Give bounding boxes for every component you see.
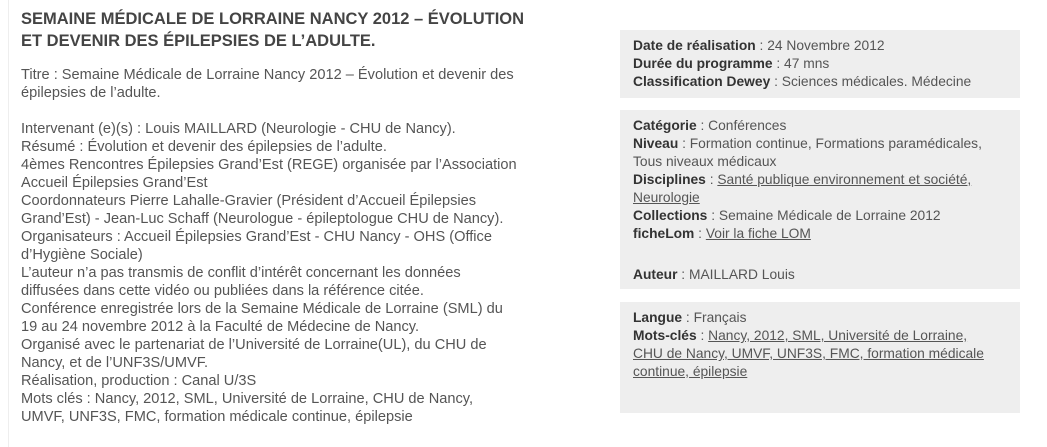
collections-value: Semaine Médicale de Lorraine 2012 [718, 208, 941, 223]
fichelom-link[interactable]: Voir la fiche LOM [705, 226, 811, 241]
collections-label: Collections [633, 208, 708, 223]
main-content [8, 0, 588, 447]
disciplines-link-1[interactable]: Santé publique environnement et société, [717, 172, 972, 187]
keywords-label: Mots-clés [633, 328, 697, 343]
keywords-row: Mots-clés : Nancy, 2012, SML, Université de Lorraine, [633, 328, 968, 343]
description-line: Organisateurs : Accueil Épilepsies Grand’Est - CHU Nancy - OHS (Office [21, 229, 492, 245]
duration-label: Durée du programme [633, 56, 773, 71]
language-row: Langue : Français [633, 310, 747, 325]
category-row: Catégorie : Conférences [633, 118, 787, 133]
info-box-author [620, 259, 1020, 289]
info-box-dates [620, 30, 1020, 98]
description-line: L’auteur n’a pas transmis de conflit d’intérêt concernant les données [21, 265, 461, 281]
language-value: Français [693, 310, 747, 325]
description-line: diffusées dans cette vidéo ou publiées dans la référence citée. [21, 283, 424, 299]
disciplines-row-2 [633, 189, 1007, 207]
fichelom-label: ficheLom [633, 226, 695, 241]
description-line: Résumé : Évolution et devenir des épilepsies de l’adulte. [21, 139, 387, 155]
duration-value: 47 mns [784, 56, 830, 71]
author-value: MAILLARD Louis [688, 267, 795, 282]
date-label: Date de réalisation [633, 38, 756, 53]
description-line: Réalisation, production : Canal U/3S [21, 373, 257, 389]
keywords-link-2[interactable]: CHU de Nancy, UMVF, UNF3S, FMC, formation médicale [633, 346, 984, 361]
keywords-row-2 [633, 345, 1007, 363]
keywords-link-1[interactable]: Nancy, 2012, SML, Université de Lorraine, [708, 328, 968, 343]
description-line: Intervenant (e)(s) : Louis MAILLARD (Neurologie - CHU de Nancy). [21, 121, 456, 137]
disciplines-label: Disciplines [633, 172, 706, 187]
description-line: épilepsies de l’adulte. [21, 85, 161, 101]
level-row: Niveau : Formation continue, Formations paramédicales, [633, 136, 982, 151]
description-line: Mots clés : Nancy, 2012, SML, Université de Lorraine, CHU de Nancy, [21, 391, 474, 407]
level-label: Niveau [633, 136, 679, 151]
date-row: Date de réalisation : 24 Novembre 2012 [633, 38, 885, 53]
info-box-language [620, 302, 1020, 413]
dewey-label: Classification Dewey [633, 74, 771, 89]
collections-row: Collections : Semaine Médicale de Lorraine 2012 [633, 208, 941, 223]
disciplines-row: Disciplines : Santé publique environnement et société, [633, 172, 972, 187]
keywords-row-3 [633, 363, 1007, 381]
dewey-row: Classification Dewey : Sciences médicales. Médecine [633, 74, 972, 89]
paragraph-gap [21, 102, 586, 120]
description-line: UMVF, UNF3S, FMC, formation médicale continue, épilepsie [21, 409, 413, 425]
description-line: 4èmes Rencontres Épilepsies Grand’Est (REGE) organisée par l’Association [21, 157, 517, 173]
page-title-line-2: ET DEVENIR DES ÉPILEPSIES DE L’ADULTE. [21, 32, 376, 50]
description-line: Organisé avec le partenariat de l’Université de Lorraine(UL), du CHU de [21, 337, 487, 353]
category-value: Conférences [708, 118, 787, 133]
page-title-line-1: SEMAINE MÉDICALE DE LORRAINE NANCY 2012 – ÉVOLUTION [21, 10, 525, 28]
description-line: Titre : Semaine Médicale de Lorraine Nancy 2012 – Évolution et devenir des [21, 67, 514, 83]
description-line: Grand’Est) - Jean-Luc Schaff (Neurologue - épileptologue CHU de Nancy). [21, 211, 504, 227]
keywords-link-3[interactable]: continue, épilepsie [633, 364, 748, 379]
info-box-classification [620, 110, 1020, 274]
page-title [21, 8, 581, 52]
duration-row: Durée du programme : 47 mns [633, 56, 830, 71]
category-label: Catégorie [633, 118, 697, 133]
language-label: Langue [633, 310, 683, 325]
level-value-2: Tous niveaux médicaux [633, 154, 777, 169]
author-row: Auteur : MAILLARD Louis [633, 267, 795, 282]
description-line: 19 au 24 novembre 2012 à la Faculté de Médecine de Nancy. [21, 319, 420, 335]
description-line: Nancy, et de l’UNF3S/UMVF. [21, 355, 209, 371]
dewey-value: Sciences médicales. Médecine [781, 74, 972, 89]
description-line: Accueil Épilepsies Grand’Est [21, 175, 208, 191]
description-line: d’Hygiène Sociale) [21, 247, 143, 263]
author-label: Auteur [633, 267, 678, 282]
description-line: Conférence enregistrée lors de la Semaine Médicale de Lorraine (SML) du [21, 301, 503, 317]
date-value: 24 Novembre 2012 [767, 38, 885, 53]
level-value-1: Formation continue, Formations paramédicales, [689, 136, 982, 151]
description-line: Coordonnateurs Pierre Lahalle-Gravier (Président d’Accueil Épilepsies [21, 193, 477, 209]
description-text [21, 66, 586, 426]
disciplines-link-2[interactable]: Neurologie [633, 190, 700, 205]
fichelom-row: ficheLom : Voir la fiche LOM [633, 226, 811, 241]
